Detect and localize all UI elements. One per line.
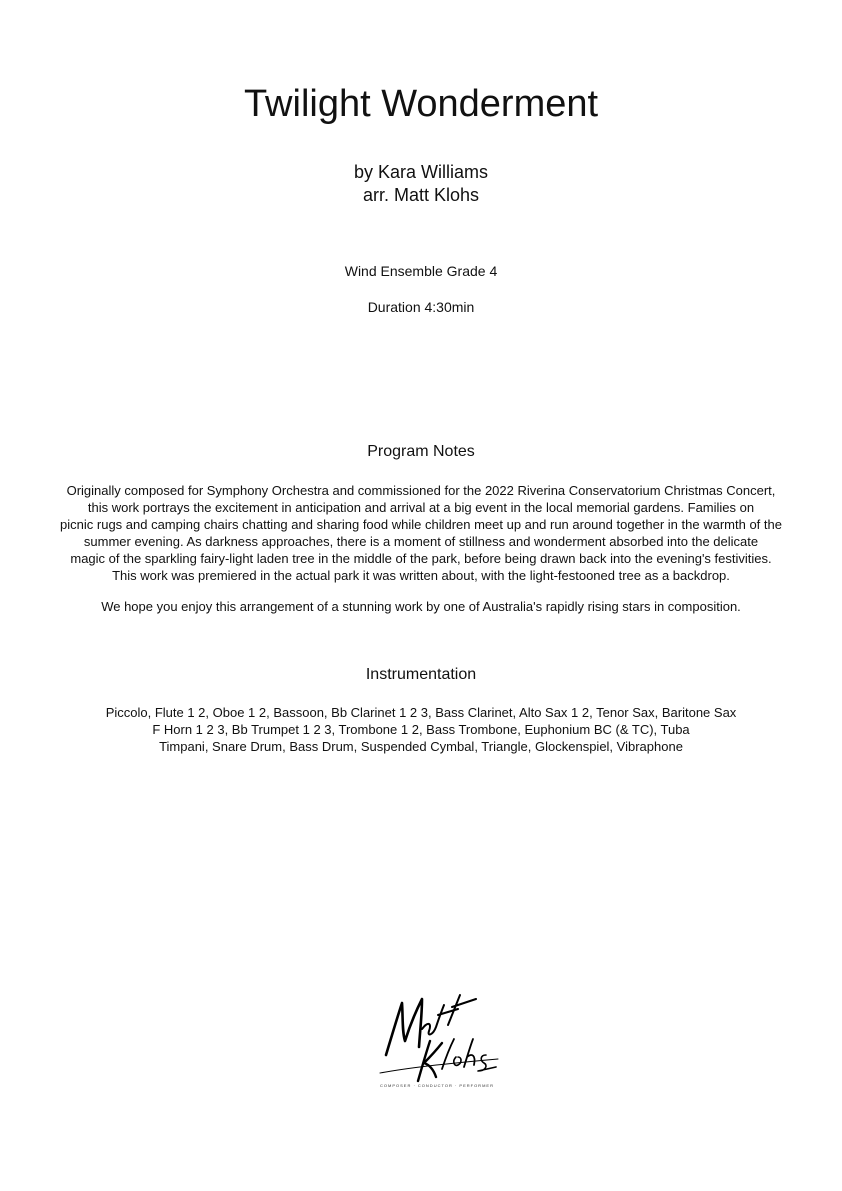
instrumentation-list <box>0 704 842 755</box>
ensemble-grade: Wind Ensemble Grade 4 <box>344 263 498 279</box>
program-notes-line: picnic rugs and camping chairs chatting and sharing food while children meet up and run around together in the warmth of the <box>60 517 782 532</box>
arranger-credit: arr. Matt Klohs <box>362 185 480 205</box>
program-notes-heading: Program Notes <box>367 443 475 460</box>
instrumentation-line: F Horn 1 2 3, Bb Trumpet 1 2 3, Trombone 1 2, Bass Trombone, Euphonium BC (& TC), Tuba <box>152 722 690 737</box>
program-notes-line: Originally composed for Symphony Orchestra and commissioned for the 2022 Riverina Conservatorium Christmas Concert, <box>66 483 776 498</box>
duration: Duration 4:30min <box>367 299 475 315</box>
program-notes-line: summer evening. As darkness approaches, there is a moment of stillness and wonderment absorbed into the delicate <box>83 534 759 549</box>
program-notes-line: magic of the sparkling fairy-light laden tree in the middle of the park, before being drawn back into the evening's festivities. <box>70 551 772 566</box>
instrumentation-line: Piccolo, Flute 1 2, Oboe 1 2, Bassoon, Bb Clarinet 1 2 3, Bass Clarinet, Alto Sax 1 2, Tenor Sax, Baritone Sax <box>105 705 737 720</box>
piece-title: Twilight Wonderment <box>243 83 599 125</box>
instrumentation-line: Timpani, Snare Drum, Bass Drum, Suspended Cymbal, Triangle, Glockenspiel, Vibraphone <box>159 739 683 754</box>
program-notes-line: This work was premiered in the actual park it was written about, with the light-festooned tree as a backdrop. <box>112 568 730 583</box>
matt-klohs-signature-logo <box>372 985 502 1095</box>
logo-tagline: COMPOSER · CONDUCTOR · PERFORMER <box>380 1083 494 1088</box>
composer-credit: by Kara Williams <box>353 162 489 182</box>
instrumentation-heading: Instrumentation <box>365 666 477 683</box>
program-notes-closing: We hope you enjoy this arrangement of a stunning work by one of Australia's rapidly rising stars in composition. <box>101 599 741 614</box>
signature-logo-icon <box>372 985 502 1095</box>
program-notes-text <box>0 482 842 584</box>
program-notes-line: this work portrays the excitement in anticipation and arrival at a big event in the local memorial gardens. Families on <box>87 500 755 515</box>
